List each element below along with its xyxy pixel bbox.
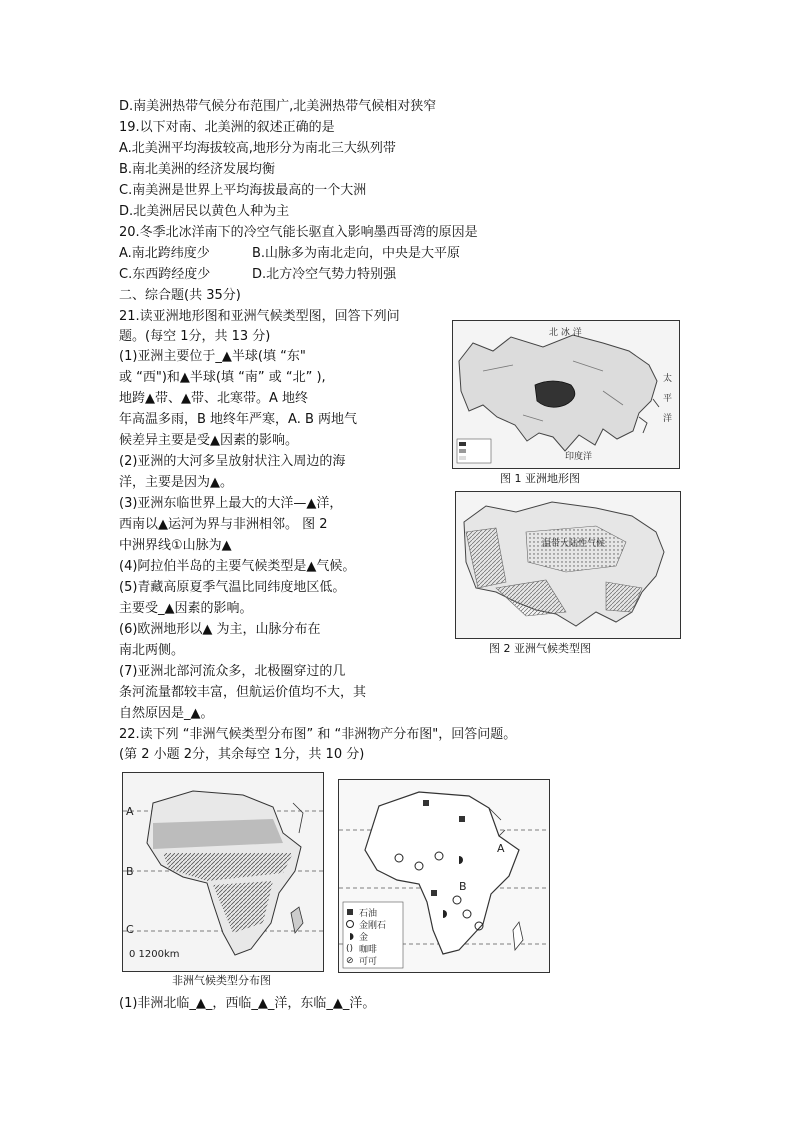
q21-part2-a: (2)亚洲的大河多呈放射状注入周边的海	[119, 454, 346, 469]
option-19b: B.南北美洲的经济发展均衡	[119, 162, 276, 177]
legend-gold: 金	[359, 933, 369, 943]
lat-label-b: B	[126, 865, 134, 878]
q21-part6-b: 南北两侧。	[119, 643, 185, 658]
figure1-caption: 图 1 亚洲地形图	[500, 472, 580, 485]
q21-part3-a: (3)亚洲东临世界上最大的大洋—▲洋，	[119, 496, 343, 511]
product-label-b: B	[459, 880, 467, 893]
option-20c: C.东西跨经度少	[119, 267, 211, 282]
asia-climate-map	[455, 491, 681, 639]
legend-cocoa: 可可	[359, 957, 378, 967]
africa-climate-caption: 非洲气候类型分布图	[172, 974, 271, 987]
q21-part5-b: 主要受_▲因素的影响。	[119, 601, 253, 616]
q21-part1-b: 或 “西")和▲半球(填 “南” 或 “北” ),	[119, 370, 326, 385]
q21-part5-a: (5)青藏高原夏季气温比同纬度地区低。	[119, 580, 346, 595]
label-pacific-3: 洋	[663, 414, 673, 424]
question-20: 20.冬季北冰洋南下的冷空气能长驱直入影响墨西哥湾的原因是	[119, 225, 478, 240]
q21-part2-b: 洋，主要是因为▲。	[119, 475, 233, 490]
legend-coffee: 咖啡	[359, 945, 378, 955]
label-pacific-2: 平	[663, 394, 673, 404]
legend-diamond: 金刚石	[359, 921, 387, 931]
question-22: 22.读下列 “非洲气候类型分布图” 和 “非洲物产分布图"，回答问题。	[119, 727, 517, 742]
label-temperate-continental: 温带大陆性气候	[542, 539, 606, 549]
label-pacific-1: 太	[663, 374, 673, 384]
scale-bar: 0 1200km	[129, 949, 180, 960]
q21-part7-a: (7)亚洲北部河流众多，北极圈穿过的几	[119, 664, 346, 679]
asia-climate-map-drawing	[456, 492, 680, 638]
africa-climate-map-drawing	[123, 773, 323, 971]
lat-label-c: C	[126, 923, 134, 936]
q21-part3-b: 西南以▲运河为界与非洲相邻。 图 2	[119, 517, 328, 532]
product-label-a: A	[497, 842, 505, 855]
option-20d: D.北方冷空气势力特别强	[252, 267, 397, 282]
q21-part1-c: 地跨▲带、▲带、北寒带。A 地终	[119, 391, 309, 406]
africa-climate-map	[122, 772, 324, 972]
q21-part1-a: (1)亚洲主要位于_▲半球(填 “东"	[119, 349, 306, 364]
option-20a: A.南北跨纬度少	[119, 246, 210, 261]
q21-part6-a: (6)欧洲地形以▲ 为主，山脉分布在	[119, 622, 321, 637]
asia-terrain-map	[452, 320, 680, 469]
label-indian-ocean: 印度洋	[565, 452, 593, 462]
question-19: 19.以下对南、北美洲的叙述正确的是	[119, 120, 335, 135]
q21-part7-b: 条河流量都较丰富，但航运价值均不大，其	[119, 685, 367, 700]
question-21-cont: 题。(每空 1分，共 13 分)	[119, 329, 271, 344]
africa-products-map	[338, 779, 550, 973]
q21-part7-c: 自然原因是_▲。	[119, 706, 214, 721]
label-arctic-ocean: 北 冰 洋	[549, 328, 582, 338]
q21-part1-d: 年高温多雨，B 地终年严寒，A. B 两地气	[119, 412, 358, 427]
legend-oil: 石油	[359, 909, 378, 919]
asia-terrain-map-drawing	[453, 321, 679, 468]
option-18d: D.南美洲热带气候分布范围广,北美洲热带气候相对狭窄	[119, 99, 437, 114]
question-21: 21.读亚洲地形图和亚洲气候类型图，回答下列问	[119, 309, 400, 324]
option-19d: D.北美洲居民以黄色人种为主	[119, 204, 290, 219]
q22-part1: (1)非洲北临_▲_，西临_▲_洋，东临_▲_洋。	[119, 996, 376, 1011]
option-20b: B.山脉多为南北走向，中央是大平原	[252, 246, 461, 261]
question-22-cont: (第 2 小题 2分，其余每空 1分，共 10 分)	[119, 747, 365, 762]
option-19c: C.南美洲是世界上平均海拔最高的一个大洲	[119, 183, 367, 198]
cocoa-icon: ⊘	[346, 956, 354, 966]
q21-part3-c: 中洲界线①山脉为▲	[119, 538, 232, 553]
q21-part1-e: 候差异主要是受▲因素的影响。	[119, 433, 298, 448]
oil-icon	[347, 909, 353, 915]
q21-part4: (4)阿拉伯半岛的主要气候类型是▲气候。	[119, 559, 356, 574]
lat-label-a: A	[126, 805, 134, 818]
option-19a: A.北美洲平均海拔较高,地形分为南北三大纵列带	[119, 141, 396, 156]
coffee-icon: ()	[346, 944, 354, 954]
figure2-caption: 图 2 亚洲气候类型图	[489, 642, 591, 655]
section-heading: 二、综合题(共 35分)	[119, 288, 241, 303]
